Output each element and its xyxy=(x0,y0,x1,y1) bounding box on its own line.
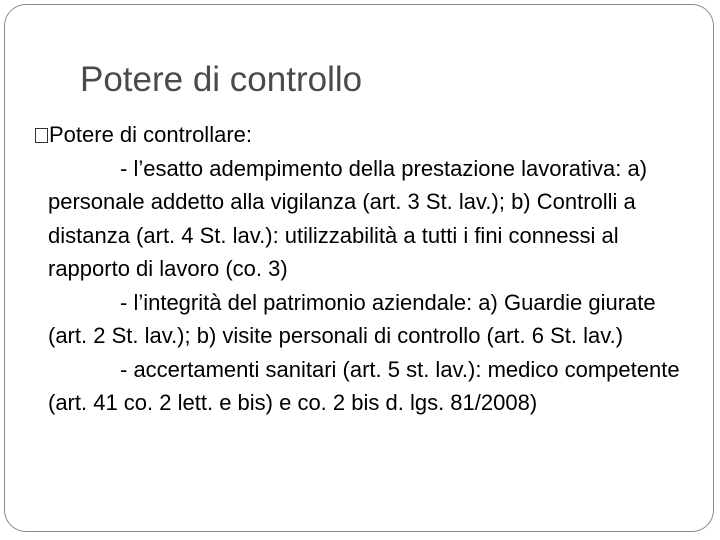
bullet-text: Potere di controllare: xyxy=(49,122,252,147)
bullet-item xyxy=(35,118,685,152)
paragraph-adempimento: - l’esatto adempimento della prestazione lavorativa: a) personale addetto alla vigilanza (art. 3 St. lav.); b) Controlli a distanza (art. 4 St. lav.): utilizzabilità a tutti i fini connessi al rapporto di lavoro (co. 3) xyxy=(48,155,648,281)
slide-body xyxy=(48,118,698,420)
paragraph-accertamenti: - accertamenti sanitari (art. 5 st. lav.): medico competente (art. 41 co. 2 lett. e bis) e co. 2 bis d. lgs. 81/2008) xyxy=(48,356,680,415)
paragraph-patrimonio: - l’integrità del patrimonio aziendale: a) Guardie giurate (art. 2 St. lav.); b) visite personali di controllo (art. 6 St. lav.) xyxy=(48,289,656,348)
box-bullet-icon xyxy=(35,128,48,143)
slide-title: Potere di controllo xyxy=(80,60,363,99)
